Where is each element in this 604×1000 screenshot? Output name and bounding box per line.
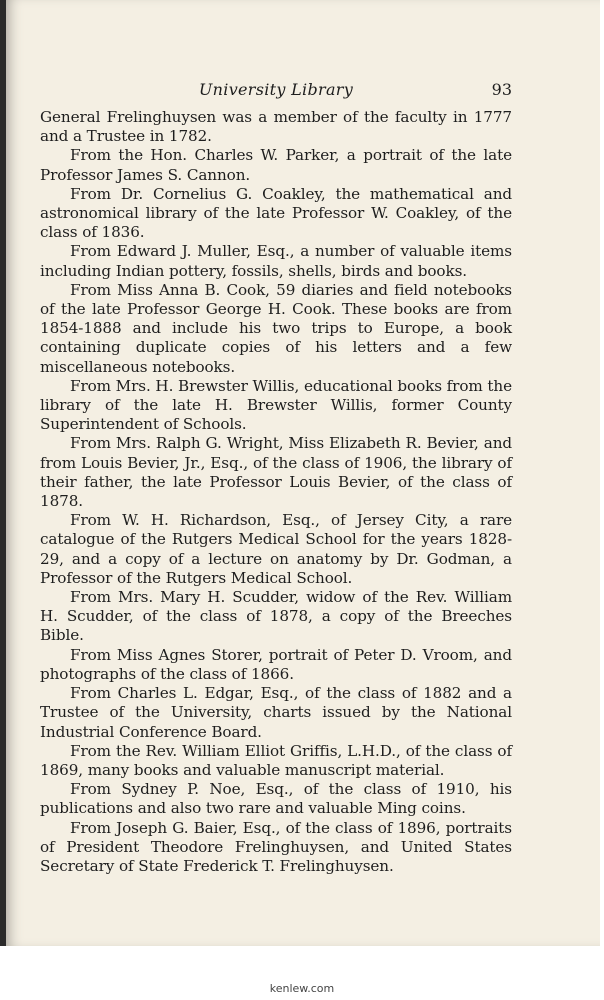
paragraph-richardson: From W. H. Richardson, Esq., of Jersey City, a rare catalogue of the Rutgers Medical School for the years 1828-29, and a copy of a lecture on anatomy by Dr. Godman, a Professor of the Rutgers Medical School. — [40, 511, 512, 587]
page-body — [40, 108, 512, 876]
paragraph-noe: From Sydney P. Noe, Esq., of the class of 1910, his publications and also two rare and valuable Ming coins. — [40, 780, 512, 818]
page-header — [40, 80, 512, 104]
page-number: 93 — [491, 80, 512, 99]
paragraph-scudder: From Mrs. Mary H. Scudder, widow of the Rev. William H. Scudder, of the class of 1878, a copy of the Breeches Bible. — [40, 588, 512, 645]
paragraph-storer: From Miss Agnes Storer, portrait of Peter D. Vroom, and photographs of the class of 1866. — [40, 645, 512, 683]
paragraph-parker: From the Hon. Charles W. Parker, a portrait of the late Professor James S. Cannon. — [40, 146, 512, 184]
paragraph-baier: From Joseph G. Baier, Esq., of the class of 1896, portraits of President Theodore Frelinghuysen, and United States Secretary of State Frederick T. Frelinghuysen. — [40, 818, 512, 875]
paragraph-edgar: From Charles L. Edgar, Esq., of the class of 1882 and a Trustee of the University, charts issued by the National Industrial Conference Board. — [40, 684, 512, 741]
paragraph-willis: From Mrs. H. Brewster Willis, educational books from the library of the late H. Brewster Willis, former County Superintendent of Schools. — [40, 376, 512, 434]
paragraph-muller: From Edward J. Muller, Esq., a number of valuable items including Indian pottery, fossils, shells, birds and books. — [40, 242, 512, 280]
running-title: University Library — [198, 80, 354, 99]
paragraph-bevier: From Mrs. Ralph G. Wright, Miss Elizabeth R. Bevier, and from Louis Bevier, Jr., Esq., of the class of 1906, the library of their father, the late Professor Louis Bevier, of the class of 1878. — [40, 434, 512, 511]
paragraph-griffis: From the Rev. William Elliot Griffis, L.H.D., of the class of 1869, many books and valuable manuscript material. — [40, 741, 512, 779]
watermark: kenlew.com — [269, 982, 335, 995]
paragraph-coakley: From Dr. Cornelius G. Coakley, the mathematical and astronomical library of the late Professor W. Coakley, of the class of 1836. — [40, 184, 512, 242]
paragraph-cook: From Miss Anna B. Cook, 59 diaries and field notebooks of the late Professor George H. Cook. These books are from 1854-1888 and include his two trips to Europe, a book containing duplicate copies of his letters and a few miscellaneous notebooks. — [40, 280, 512, 376]
paragraph-continuation: General Frelinghuysen was a member of the faculty in 1777 and a Trustee in 1782. — [40, 108, 512, 146]
